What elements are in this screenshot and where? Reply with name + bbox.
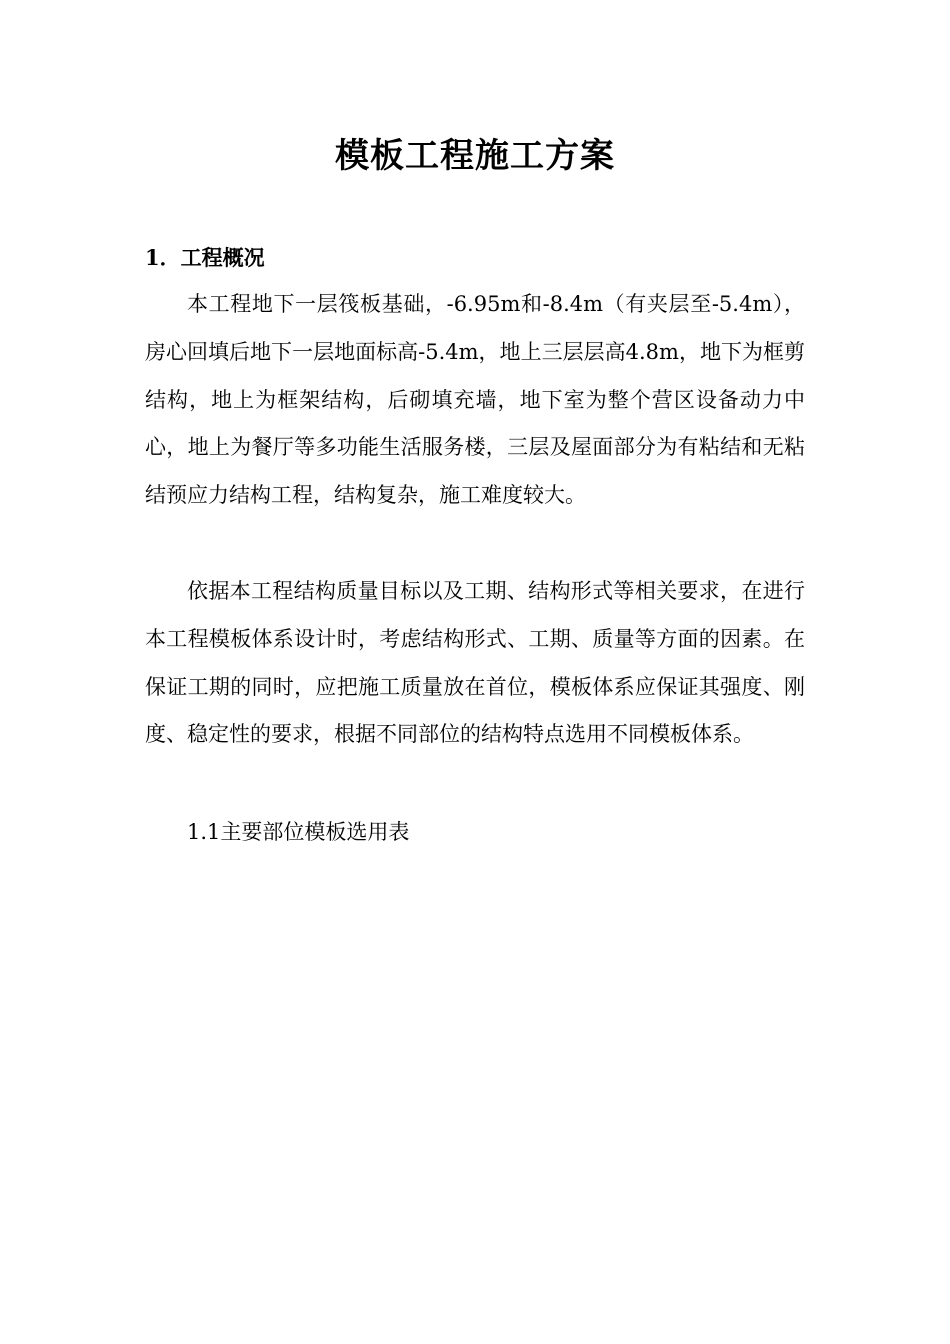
section-heading-project-overview: 1．工程概况 <box>145 245 265 270</box>
subsection-heading-formwork-table: 1.1主要部位模板选用表 <box>187 820 410 844</box>
paragraph-formwork-design-basis: 依据本工程结构质量目标以及工期、结构形式等相关要求，在进行本工程模板体系设计时，考虑结构形式、工期、质量等方面的因素。在保证工期的同时，应把施工质量放在首位，模板体系应保证其强度、刚度、稳定性的要求，根据不同部位的结构特点选用不同模板体系。 <box>145 579 805 747</box>
paragraph-project-description: 本工程地下一层筏板基础，-6.95m和-8.4m（有夹层至-5.4m），房心回填后地下一层地面标高-5.4m，地上三层层高4.8m，地下为框剪结构，地上为框架结构，后砌填充墙，地下室为整个营区设备动力中心，地上为餐厅等多功能生活服务楼，三层及屋面部分为有粘结和无粘结预应力结构工程，结构复杂，施工难度较大。 <box>145 292 805 508</box>
document-title: 模板工程施工方案 <box>335 136 615 176</box>
